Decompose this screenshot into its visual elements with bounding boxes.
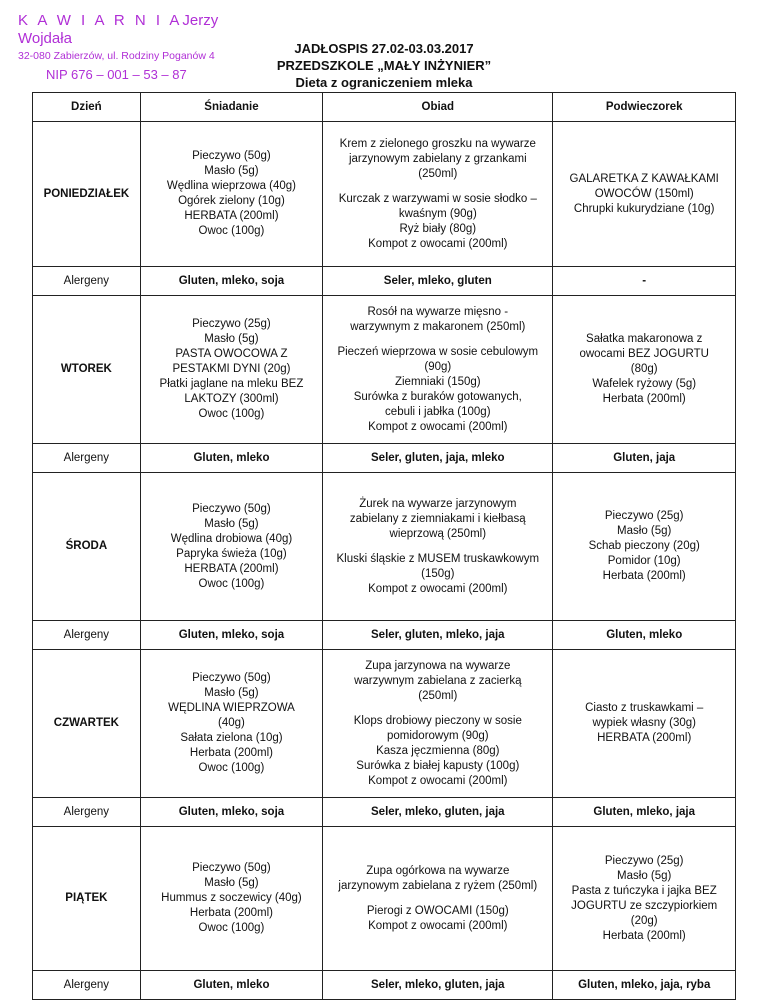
snack-cell-line: Herbata (200ml) — [602, 570, 686, 582]
snack-cell — [553, 296, 736, 444]
snack-cell-line: OWOCÓW (150ml) — [594, 187, 694, 200]
menu-title — [0, 40, 768, 91]
breakfast-cell-line: (40g) — [218, 717, 245, 729]
breakfast-cell-line: Pieczywo (50g) — [192, 672, 271, 684]
lunch-main-line: Kompot z owocami (200ml) — [368, 237, 508, 250]
lunch-main-line: Klops drobiowy pieczony w sosie — [353, 714, 522, 727]
snack-cell-line: Pieczywo (25g) — [604, 510, 684, 522]
day-row — [33, 473, 736, 621]
breakfast-cell-line: Herbata (200ml) — [189, 747, 273, 759]
breakfast-cell — [140, 296, 322, 444]
brand-owner: Jerzy Wojdała — [18, 12, 219, 47]
allergen-label: Alergeny — [33, 798, 141, 827]
snack-cell-line: (20g) — [630, 914, 658, 927]
allergen-row — [33, 267, 736, 296]
breakfast-cell — [140, 473, 322, 621]
lunch-main-line: Ziemniaki (150g) — [394, 375, 481, 388]
lunch-main-line: Pierogi z OWOCAMI (150g) — [366, 904, 509, 917]
allergen-label: Alergeny — [33, 971, 141, 1000]
allergen-breakfast: Gluten, mleko, soja — [140, 798, 322, 827]
company-nip: NIP 676 – 001 – 53 – 87 — [46, 67, 187, 82]
snack-cell-line: Pasta z tuńczyka i jajka BEZ — [571, 884, 717, 897]
allergen-breakfast: Gluten, mleko, soja — [140, 267, 322, 296]
breakfast-cell-line: Pieczywo (50g) — [192, 502, 271, 515]
snack-cell-line: Pieczywo (25g) — [604, 854, 684, 867]
lunch-soup-line: wieprzową (250ml) — [389, 527, 487, 540]
lunch-main-line: Kompot z owocami (200ml) — [368, 774, 508, 787]
snack-cell — [553, 473, 736, 621]
snack-cell — [553, 650, 736, 798]
lunch-soup-line: jarzynowym zabielany z grzankami — [348, 152, 527, 165]
column-header-snack: Podwieczorek — [553, 93, 736, 122]
breakfast-cell-line: Pieczywo (50g) — [192, 150, 271, 162]
day-name: CZWARTEK — [33, 650, 141, 798]
menu-title-school: PRZEDSZKOLE „MAŁY INŻYNIER” — [276, 58, 492, 73]
lunch-soup-line: zabielany z ziemniakami i kiełbasą — [349, 512, 526, 525]
breakfast-cell-line: LAKTOZY (300ml) — [184, 393, 279, 405]
column-header-breakfast: Śniadanie — [140, 93, 322, 122]
snack-cell-line: Schab pieczony (20g) — [588, 540, 700, 552]
lunch-main-line: Surówka z buraków gotowanych, — [353, 390, 522, 403]
lunch-main-line: Pieczeń wieprzowa w sosie cebulowym — [337, 345, 539, 358]
breakfast-cell-line: Masło (5g) — [204, 877, 259, 889]
allergen-breakfast: Gluten, mleko — [140, 444, 322, 473]
lunch-soup-line: Rosół na wywarze mięsno - — [367, 305, 509, 318]
lunch-cell — [323, 650, 553, 798]
breakfast-cell — [140, 827, 322, 971]
breakfast-cell-line: Owoc (100g) — [198, 762, 265, 774]
breakfast-cell-line: Papryka świeża (10g) — [176, 547, 287, 560]
lunch-soup-line: (250ml) — [418, 167, 458, 180]
day-row — [33, 650, 736, 798]
snack-cell-line: Wafelek ryżowy (5g) — [592, 378, 697, 390]
breakfast-cell-line: Owoc (100g) — [198, 408, 265, 420]
breakfast-cell-line: Płatki jaglane na mleku BEZ — [159, 378, 304, 390]
breakfast-cell-line: Owoc (100g) — [198, 922, 265, 934]
breakfast-cell-line: Masło (5g) — [204, 165, 259, 177]
allergen-label: Alergeny — [33, 444, 141, 473]
allergen-label: Alergeny — [33, 621, 141, 650]
lunch-soup-line: Żurek na wywarze jarzynowym — [359, 497, 517, 510]
lunch-gap — [329, 182, 546, 192]
snack-cell-line: Ciasto z truskawkami – — [585, 702, 704, 714]
day-row — [33, 827, 736, 971]
lunch-soup-line: Zupa jarzynowa na wywarze — [365, 659, 511, 672]
day-name: ŚRODA — [33, 473, 141, 621]
lunch-main-line: Kompot z owocami (200ml) — [368, 919, 508, 932]
allergen-row — [33, 444, 736, 473]
lunch-main-line: pomidorowym (90g) — [386, 729, 489, 742]
lunch-gap — [329, 542, 546, 552]
allergen-breakfast: Gluten, mleko — [140, 971, 322, 1000]
lunch-soup-line: jarzynowym zabielana z ryżem (250ml) — [338, 879, 538, 892]
menu-table — [32, 92, 736, 1000]
allergen-row — [33, 798, 736, 827]
snack-cell-line: Masło (5g) — [617, 525, 672, 537]
snack-cell-line: (80g) — [630, 363, 658, 375]
lunch-main-line: Kasza jęczmienna (80g) — [376, 744, 500, 757]
lunch-gap — [329, 335, 546, 345]
breakfast-cell-line: Pieczywo (25g) — [192, 318, 271, 330]
snack-cell-line: Herbata (200ml) — [602, 929, 686, 942]
lunch-cell — [323, 122, 553, 267]
lunch-main-line: Ryż biały (80g) — [399, 222, 477, 235]
lunch-soup-line: Krem z zielonego groszku na wywarze — [339, 137, 536, 150]
column-header-day: Dzień — [33, 93, 141, 122]
snack-cell-line: Pomidor (10g) — [607, 555, 681, 567]
snack-cell-line: wypiek własny (30g) — [592, 717, 696, 729]
snack-cell-line: Chrupki kukurydziane (10g) — [573, 202, 715, 215]
breakfast-cell-line: Ogórek zielony (10g) — [178, 195, 285, 207]
lunch-main-line: (90g) — [424, 360, 452, 373]
allergen-label: Alergeny — [33, 267, 141, 296]
lunch-main-line: cebuli i jabłka (100g) — [385, 405, 491, 418]
lunch-soup-line: (250ml) — [418, 689, 458, 702]
breakfast-cell-line: Pieczywo (50g) — [192, 862, 271, 874]
snack-cell-line: JOGURTU ze szczypiorkiem — [571, 899, 718, 912]
day-row — [33, 122, 736, 267]
lunch-main-line: Kompot z owocami (200ml) — [368, 582, 508, 595]
snack-cell-line: Herbata (200ml) — [602, 393, 686, 405]
breakfast-cell-line: Herbata (200ml) — [189, 907, 273, 919]
table-header-row — [33, 93, 736, 122]
column-header-lunch: Obiad — [323, 93, 553, 122]
breakfast-cell-line: HERBATA (200ml) — [184, 210, 279, 222]
snack-cell-line: owocami BEZ JOGURTU — [579, 348, 709, 360]
snack-cell-line: Sałatka makaronowa z — [586, 333, 703, 345]
allergen-snack: Gluten, mleko — [553, 621, 736, 650]
lunch-gap — [329, 894, 546, 904]
breakfast-cell-line: Hummus z soczewicy (40g) — [161, 892, 302, 904]
allergen-lunch: Seler, mleko, gluten, jaja — [323, 798, 553, 827]
breakfast-cell-line: Masło (5g) — [204, 687, 259, 699]
breakfast-cell-line: WĘDLINA WIEPRZOWA — [168, 702, 295, 714]
allergen-snack: Gluten, jaja — [553, 444, 736, 473]
allergen-breakfast: Gluten, mleko, soja — [140, 621, 322, 650]
day-name: PIĄTEK — [33, 827, 141, 971]
lunch-cell — [323, 473, 553, 621]
allergen-row — [33, 971, 736, 1000]
lunch-soup-line: warzywnym z makaronem (250ml) — [350, 320, 526, 333]
brand-name: K A W I A R N I A — [18, 12, 183, 29]
breakfast-cell — [140, 650, 322, 798]
lunch-main-line: Kompot z owocami (200ml) — [368, 420, 508, 433]
allergen-snack: - — [553, 267, 736, 296]
breakfast-cell-line: HERBATA (200ml) — [184, 562, 279, 575]
lunch-cell — [323, 827, 553, 971]
lunch-gap — [329, 704, 546, 714]
snack-cell-line: GALARETKA Z KAWAŁKAMI — [569, 172, 719, 185]
allergen-lunch: Seler, gluten, mleko, jaja — [323, 621, 553, 650]
day-name: WTOREK — [33, 296, 141, 444]
breakfast-cell-line: Owoc (100g) — [198, 225, 265, 237]
allergen-snack: Gluten, mleko, jaja, ryba — [553, 971, 736, 1000]
allergen-row — [33, 621, 736, 650]
lunch-soup-line: Zupa ogórkowa na wywarze — [366, 864, 510, 877]
allergen-snack: Gluten, mleko, jaja — [553, 798, 736, 827]
menu-title-dates: JADŁOSPIS 27.02-03.03.2017 — [294, 41, 474, 56]
breakfast-cell-line: Wędlina wieprzowa (40g) — [166, 180, 297, 192]
lunch-main-line: Kluski śląskie z MUSEM truskawkowym — [336, 552, 540, 565]
breakfast-cell-line: Owoc (100g) — [198, 577, 265, 590]
lunch-main-line: Surówka z białej kapusty (100g) — [356, 759, 520, 772]
breakfast-cell-line: PASTA OWOCOWA Z — [175, 348, 288, 360]
lunch-main-line: Kurczak z warzywami w sosie słodko – — [338, 192, 537, 205]
snack-cell-line: HERBATA (200ml) — [597, 732, 692, 744]
lunch-main-line: (150g) — [421, 567, 455, 580]
lunch-cell — [323, 296, 553, 444]
menu-title-diet: Dieta z ograniczeniem mleka — [295, 75, 473, 90]
day-name: PONIEDZIAŁEK — [33, 122, 141, 267]
breakfast-cell-line: Masło (5g) — [204, 517, 259, 530]
breakfast-cell-line: Sałata zielona (10g) — [180, 732, 283, 744]
snack-cell-line: Masło (5g) — [617, 869, 672, 882]
breakfast-cell-line: PESTAKMI DYNI (20g) — [172, 363, 291, 375]
lunch-soup-line: warzywnym zabielana z zacierką — [354, 674, 522, 687]
breakfast-cell-line: Wędlina drobiowa (40g) — [170, 532, 293, 545]
snack-cell — [553, 122, 736, 267]
allergen-lunch: Seler, mleko, gluten, jaja — [323, 971, 553, 1000]
breakfast-cell-line: Masło (5g) — [204, 333, 259, 345]
allergen-lunch: Seler, gluten, jaja, mleko — [323, 444, 553, 473]
allergen-lunch: Seler, mleko, gluten — [323, 267, 553, 296]
company-address: 32-080 Zabierzów, ul. Rodziny Poganów 4 — [18, 50, 215, 62]
lunch-main-line: kwaśnym (90g) — [398, 207, 477, 220]
day-row — [33, 296, 736, 444]
snack-cell — [553, 827, 736, 971]
breakfast-cell — [140, 122, 322, 267]
